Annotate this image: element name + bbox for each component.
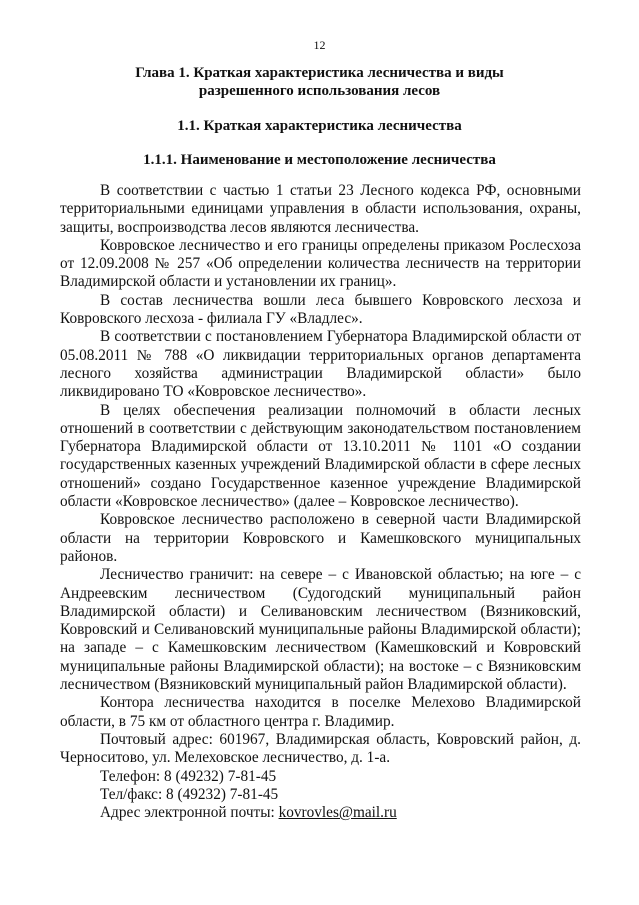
paragraph: Контора лесничества находится в поселке Мелехово Владимирской области, в 75 км от областного центра г. Владимир. bbox=[60, 694, 581, 730]
email-label: Адрес электронной почты: bbox=[100, 804, 279, 822]
page-number: 12 bbox=[313, 38, 326, 52]
email-link[interactable]: kovrovles@mail.ru bbox=[278, 804, 397, 822]
chapter-heading-line-2: разрешенного использования лесов bbox=[198, 83, 441, 99]
paragraph: Лесничество граничит: на севере – с Ивановской областью; на юге – с Андреевским лесничеством (Судогодский муниципальный район Владимирской области) и Селивановским лесничеством (Вязниковский, Ковровский и Селивановский муниципальные районы Владимирской области); на западе – с Камешковским лесничеством (Камешковский и Ковровский муниципальные районы Владимирской области); на востоке – с Вязниковским лесничеством (Вязниковский муниципальный район Владимирской области). bbox=[60, 566, 581, 694]
paragraph: В состав лесничества вошли леса бывшего Ковровского лесхоза и Ковровского лесхоза - филиала ГУ «Владлес». bbox=[60, 291, 581, 328]
chapter-heading bbox=[60, 64, 579, 100]
paragraph: Почтовый адрес: 601967, Владимирская область, Ковровский район, д. Черноситово, ул. Мелеховское лесничество, д. 1-а. bbox=[60, 730, 581, 767]
phone-line: Телефон: 8 (49232) 7-81-45 bbox=[100, 767, 277, 785]
subsection-heading: 1.1.1. Наименование и местоположение лесничества bbox=[143, 152, 496, 168]
chapter-heading-line-1: Глава 1. Краткая характеристика лесничества и виды bbox=[135, 65, 504, 81]
paragraph: В соответствии с частью 1 статьи 23 Лесного кодекса РФ, основными территориальными единицами управления в области использования, охраны, защиты, воспроизводства лесов являются лесничества. bbox=[60, 182, 581, 236]
paragraph: Ковровское лесничество расположено в северной части Владимирской области на территории Ковровского и Камешковского муниципальных районов. bbox=[60, 511, 581, 565]
body-text bbox=[60, 182, 581, 822]
email-line bbox=[60, 804, 581, 822]
paragraph: В целях обеспечения реализации полномочий в области лесных отношений в соответствии с действующим законодательством постановлением Губернатора Владимирской области от 13.10.2011 № 1101 «О создании государственных казенных учреждений Владимирской области в сфере лесных отношений» создано Государственное казенное учреждение Владимирской области «Ковровское лесничество» (далее – Ковровское лесничество). bbox=[60, 401, 581, 511]
paragraph: Ковровское лесничество и его границы определены приказом Рослесхоза от 12.09.2008 № 257 «Об определении количества лесничеств на территории Владимирской области и установлении их границ». bbox=[60, 236, 581, 291]
paragraph: В соответствии с постановлением Губернатора Владимирской области от 05.08.2011 № 788 «О ликвидации территориальных органов департамента лесного хозяйства администрации Владимирской области» было ликвидировано ТО «Ковровское лесничество». bbox=[60, 328, 581, 401]
section-heading: 1.1. Краткая характеристика лесничества bbox=[177, 118, 462, 134]
fax-line: Тел/факс: 8 (49232) 7-81-45 bbox=[100, 785, 279, 803]
